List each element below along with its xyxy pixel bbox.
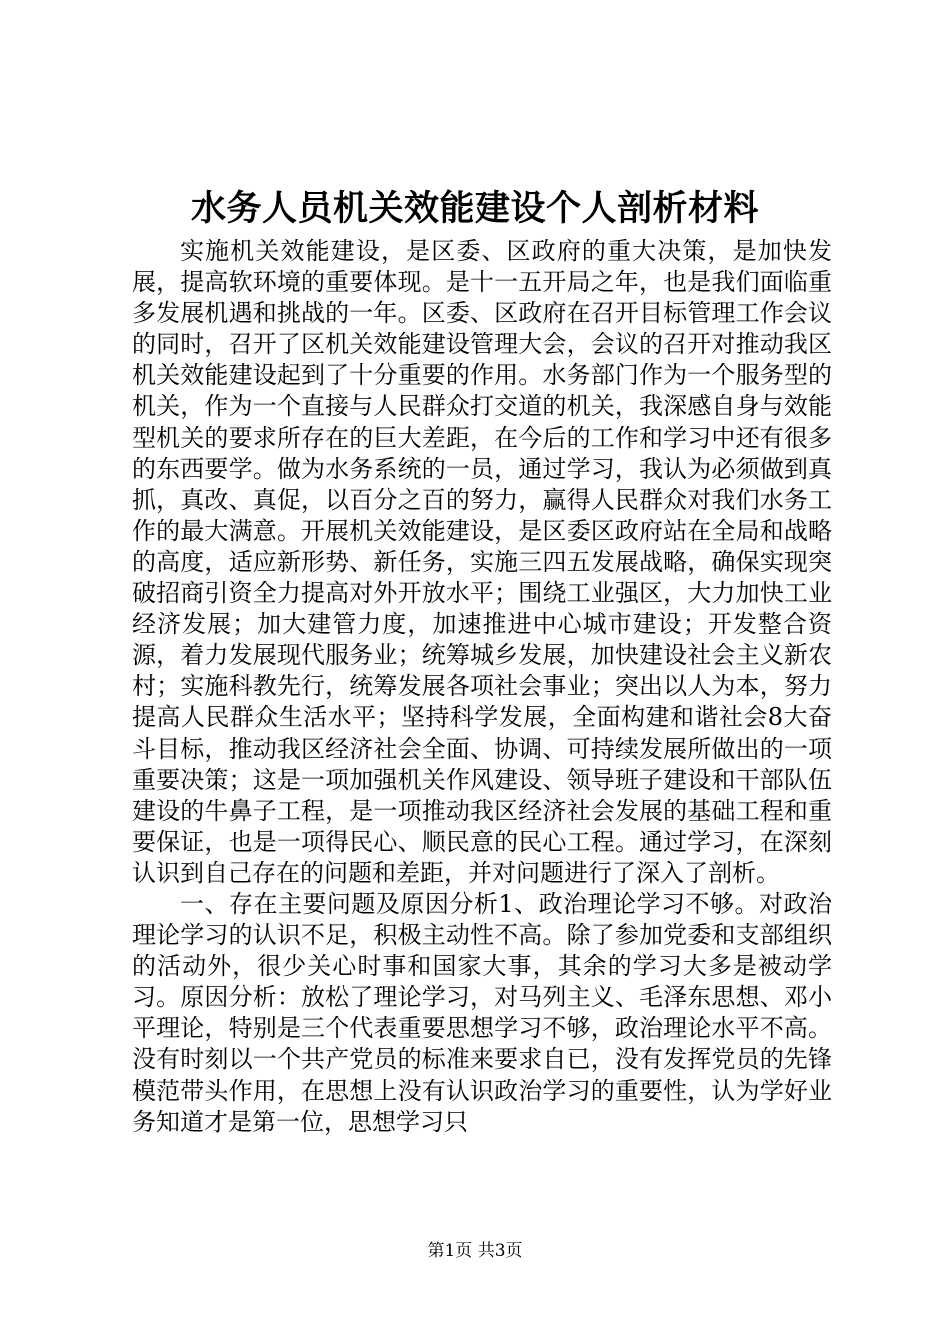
paragraph-problems: 一、存在主要问题及原因分析1、政治理论学习不够。对政治理论学习的认识不足，积极主动性不高。除了参加党委和支部组织的活动外，很少关心时事和国家大事，其余的学习大多是被动学习。原因分析：放松了理论学习，对马列主义、毛泽东思想、邓小平理论，特别是三个代表重要思想学习不够，政治理论水平不高。没有时刻以一个共产党员的标准来要求自已，没有发挥党员的先锋模范带头作用，在思想上没有认识政治学习的重要性，认为学好业务知道才是第一位，思想学习只 bbox=[132, 889, 832, 1136]
paragraph-intro: 实施机关效能建设，是区委、区政府的重大决策，是加快发展，提高软环境的重要体现。是十一五开局之年，也是我们面临重多发展机遇和挑战的一年。区委、区政府在召开目标管理工作会议的同时，召开了区机关效能建设管理大会，会议的召开对推动我区机关效能建设起到了十分重要的作用。水务部门作为一个服务型的机关，作为一个直接与人民群众打交道的机关，我深感自身与效能型机关的要求所存在的巨大差距，在今后的工作和学习中还有很多的东西要学。做为水务系统的一员，通过学习，我认为必须做到真抓，真改、真促，以百分之百的努力，赢得人民群众对我们水务工作的最大满意。开展机关效能建设，是区委区政府站在全局和战略的高度，适应新形势、新任务，实施三四五发展战略，确保实现突破招商引资全力提高对外开放水平；围绕工业强区，大力加快工业经济发展；加大建管力度，加速推进中心城市建设；开发整合资源，着力发展现代服务业；统筹城乡发展，加快建设社会主义新农村；实施科教先行，统筹发展各项社会事业；突出以人为本，努力提高人民群众生活水平；坚持科学发展，全面构建和谐社会8大奋斗目标，推动我区经济社会全面、协调、可持续发展所做出的一项重要决策；这是一项加强机关作风建设、领导班子建设和干部队伍建设的牛鼻子工程，是一项推动我区经济社会发展的基础工程和重要保证，也是一项得民心、顺民意的民心工程。通过学习，在深刻认识到自己存在的问题和差距，并对问题进行了深入了剖析。 bbox=[132, 237, 832, 887]
page-number: 第1页 共3页 bbox=[427, 1241, 523, 1261]
document-body bbox=[132, 236, 832, 1138]
document-title: 水务人员机关效能建设个人剖析材料 bbox=[190, 188, 759, 229]
